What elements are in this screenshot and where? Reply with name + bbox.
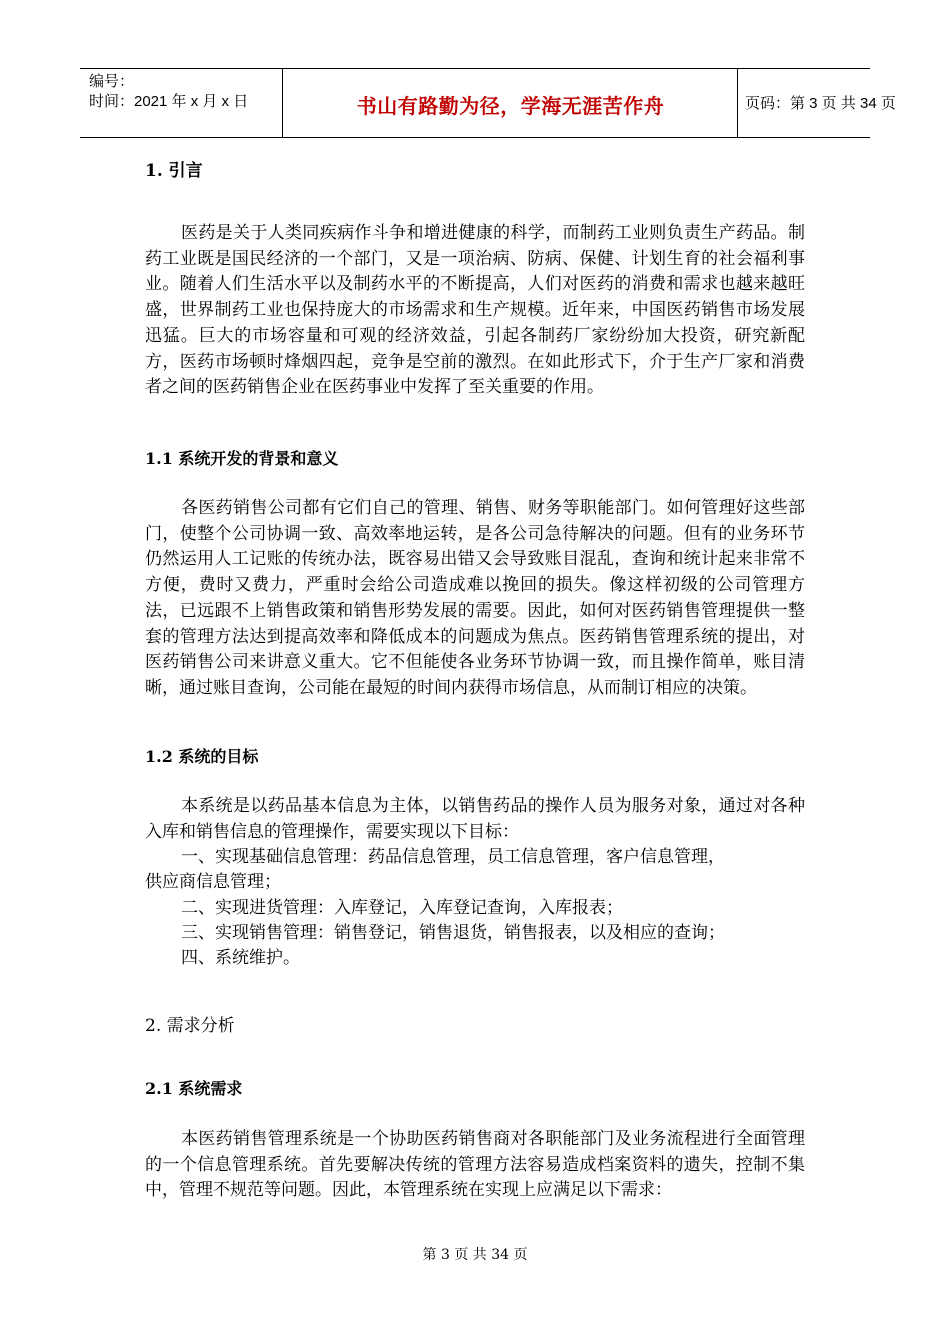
document-date-label: 时间：2021 年 x 月 x 日 (89, 93, 249, 110)
goal-item-1: 一、实现基础信息管理：药品信息管理，员工信息管理，客户信息管理， (181, 847, 725, 867)
section-2-1-heading: 2.1 系统需求 (145, 1079, 243, 1098)
section-1-paragraph: 医药是关于人类同疾病作斗争和增进健康的科学，而制药工业则负责生产药品。制药工业既是国民经济的一个部门，又是一项治病、防病、保健、计划生育的社会福利事业。随着人们生活水平以及制药水平的不断提高，人们对医药的消费和需求也越来越旺盛，世界制药工业也保持庞大的市场需求和生产规模。近年来，中国医药销售市场发展迅猛。巨大的市场容量和可观的经济效益，引起各制药厂家纷纷加大投资，研究新配方，医药市场顿时烽烟四起，竞争是空前的激烈。在如此形式下，介于生产厂家和消费者之间的医药销售企业在医药事业中发挥了至关重要的作用。 (145, 223, 805, 398)
section-1-1-heading: 1.1 系统开发的背景和意义 (145, 449, 339, 468)
header-motto-cell (283, 69, 738, 137)
section-2-heading: 2. 需求分析 (145, 1016, 235, 1036)
section-1-2-heading: 1.2 系统的目标 (145, 747, 259, 766)
section-2-1-paragraph: 本医药销售管理系统是一个协助医药销售商对各职能部门及业务流程进行全面管理的一个信息管理系统。首先要解决传统的管理方法容易造成档案资料的遗失，控制不集中，管理不规范等问题。因此，本管理系统在实现上应满足以下需求： (145, 1129, 805, 1201)
goal-item-1-continued: 供应商信息管理； (145, 872, 281, 892)
header-page-info: 页码：第 3 页 共 34 页 (745, 95, 896, 112)
goal-item-4: 四、系统维护。 (181, 948, 300, 968)
header-page-cell (738, 69, 896, 137)
page-footer-number: 第 3 页 共 34 页 (422, 1247, 528, 1263)
page-header (80, 68, 896, 138)
section-1-2-paragraph: 本系统是以药品基本信息为主体，以销售药品的操作人员为服务对象，通过对各种入库和销售信息的管理操作，需要实现以下目标： (145, 796, 805, 842)
goal-item-2: 二、实现进货管理：入库登记，入库登记查询，入库报表； (181, 898, 623, 918)
header-meta-cell (80, 69, 283, 137)
goal-item-3: 三、实现销售管理：销售登记，销售退货，销售报表，以及相应的查询； (181, 923, 725, 943)
section-1-1-paragraph: 各医药销售公司都有它们自己的管理、销售、财务等职能部门。如何管理好这些部门，使整个公司协调一致、高效率地运转，是各公司急待解决的问题。但有的业务环节仍然运用人工记账的传统办法，既容易出错又会导致账目混乱，查询和统计起来非常不方便，费时又费力，严重时会给公司造成难以挽回的损失。像这样初级的公司管理方法，已远跟不上销售政策和销售形势发展的需要。因此，如何对医药销售管理提供一整套的管理方法达到提高效率和降低成本的问题成为焦点。医药销售管理系统的提出，对医药销售公司来讲意义重大。它不但能使各业务环节协调一致，而且操作简单，账目清晰，通过账目查询，公司能在最短的时间内获得市场信息，从而制订相应的决策。 (145, 498, 805, 698)
header-motto: 书山有路勤为径，学海无涯苦作舟 (356, 94, 665, 118)
document-number-label: 编号： (89, 73, 135, 90)
section-1-heading: 1. 引言 (145, 161, 203, 181)
